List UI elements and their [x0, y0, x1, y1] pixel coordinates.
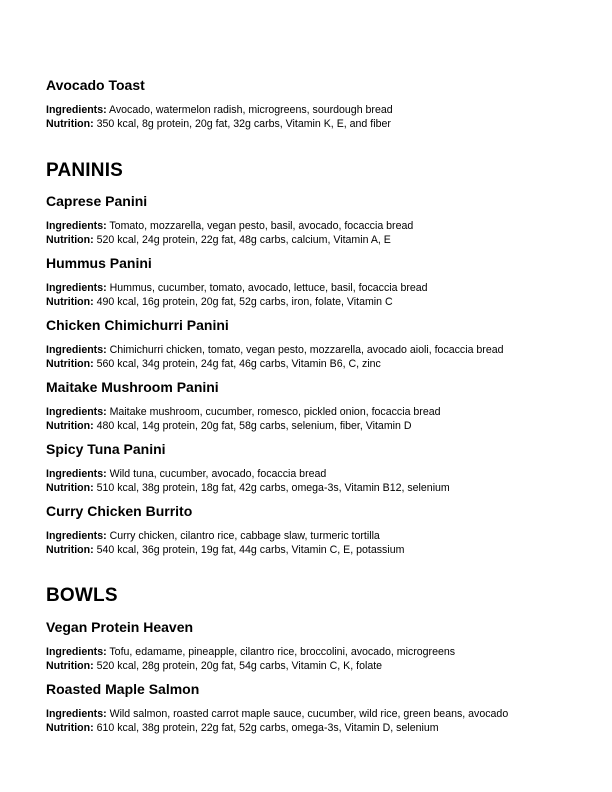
item-ingredients — [46, 219, 586, 233]
item-name: Avocado Toast — [46, 77, 145, 93]
nutrition-text: 480 kcal, 14g protein, 20g fat, 58g carbs, selenium, fiber, Vitamin D — [96, 420, 412, 432]
item-nutrition — [46, 659, 586, 673]
menu-item-spicy-tuna-panini — [46, 441, 586, 495]
ingredients-text: Chimichurri chicken, tomato, vegan pesto, mozzarella, avocado aioli, focaccia bread — [109, 344, 504, 356]
item-name: Hummus Panini — [46, 255, 152, 271]
ingredients-label: Ingredients: — [46, 220, 107, 232]
nutrition-label: Nutrition: — [46, 420, 94, 432]
ingredients-text: Wild tuna, cucumber, avocado, focaccia bread — [109, 468, 327, 480]
ingredients-label: Ingredients: — [46, 104, 107, 116]
menu-item-chicken-chimichurri-panini — [46, 317, 586, 371]
nutrition-text: 520 kcal, 28g protein, 20g fat, 54g carbs, Vitamin C, K, folate — [96, 660, 383, 672]
menu-item-hummus-panini — [46, 255, 586, 309]
item-ingredients — [46, 467, 586, 481]
ingredients-label: Ingredients: — [46, 646, 107, 658]
nutrition-text: 520 kcal, 24g protein, 22g fat, 48g carbs, calcium, Vitamin A, E — [96, 234, 391, 246]
nutrition-text: 560 kcal, 34g protein, 24g fat, 46g carbs, Vitamin B6, C, zinc — [96, 358, 381, 370]
item-name: Spicy Tuna Panini — [46, 441, 166, 457]
menu-item-maitake-mushroom-panini — [46, 379, 586, 433]
item-nutrition — [46, 481, 586, 495]
nutrition-label: Nutrition: — [46, 234, 94, 246]
item-ingredients — [46, 103, 586, 117]
menu-item-vegan-protein-heaven — [46, 619, 586, 673]
item-name: Chicken Chimichurri Panini — [46, 317, 229, 333]
menu-item-roasted-maple-salmon — [46, 681, 586, 735]
item-ingredients — [46, 343, 586, 357]
menu-item-curry-chicken-burrito — [46, 503, 586, 557]
ingredients-label: Ingredients: — [46, 282, 107, 294]
item-ingredients — [46, 645, 586, 659]
ingredients-label: Ingredients: — [46, 406, 107, 418]
nutrition-label: Nutrition: — [46, 296, 94, 308]
nutrition-label: Nutrition: — [46, 358, 94, 370]
nutrition-text: 510 kcal, 38g protein, 18g fat, 42g carbs, omega-3s, Vitamin B12, selenium — [96, 482, 450, 494]
section-title-paninis: PANINIS — [46, 160, 124, 181]
ingredients-label: Ingredients: — [46, 468, 107, 480]
nutrition-label: Nutrition: — [46, 722, 94, 734]
nutrition-text: 350 kcal, 8g protein, 20g fat, 32g carbs, Vitamin K, E, and fiber — [96, 118, 391, 130]
nutrition-label: Nutrition: — [46, 482, 94, 494]
nutrition-text: 540 kcal, 36g protein, 19g fat, 44g carbs, Vitamin C, E, potassium — [96, 544, 405, 556]
ingredients-text: Maitake mushroom, cucumber, romesco, pickled onion, focaccia bread — [109, 406, 441, 418]
item-nutrition — [46, 357, 586, 371]
nutrition-text: 610 kcal, 38g protein, 22g fat, 52g carbs, omega-3s, Vitamin D, selenium — [96, 722, 439, 734]
item-nutrition — [46, 117, 586, 131]
ingredients-text: Wild salmon, roasted carrot maple sauce, cucumber, wild rice, green beans, avocado — [109, 708, 509, 720]
item-ingredients — [46, 529, 586, 543]
ingredients-label: Ingredients: — [46, 344, 107, 356]
item-name: Roasted Maple Salmon — [46, 681, 200, 697]
nutrition-label: Nutrition: — [46, 544, 94, 556]
item-name: Curry Chicken Burrito — [46, 503, 193, 519]
section-title-bowls: BOWLS — [46, 585, 118, 606]
ingredients-label: Ingredients: — [46, 708, 107, 720]
item-nutrition — [46, 543, 586, 557]
item-ingredients — [46, 707, 586, 721]
item-nutrition — [46, 295, 586, 309]
ingredients-text: Curry chicken, cilantro rice, cabbage slaw, turmeric tortilla — [109, 530, 380, 542]
item-ingredients — [46, 405, 586, 419]
ingredients-text: Tofu, edamame, pineapple, cilantro rice, broccolini, avocado, microgreens — [109, 646, 456, 658]
menu-item-caprese-panini — [46, 193, 586, 247]
item-nutrition — [46, 233, 586, 247]
ingredients-text: Avocado, watermelon radish, microgreens, sourdough bread — [108, 104, 393, 116]
item-nutrition — [46, 419, 586, 433]
nutrition-label: Nutrition: — [46, 118, 94, 130]
item-name: Maitake Mushroom Panini — [46, 379, 219, 395]
item-nutrition — [46, 721, 586, 735]
menu-item-avocado-toast — [46, 77, 586, 131]
item-name: Caprese Panini — [46, 193, 148, 209]
item-name: Vegan Protein Heaven — [46, 619, 194, 635]
ingredients-text: Hummus, cucumber, tomato, avocado, lettuce, basil, focaccia bread — [109, 282, 428, 294]
nutrition-label: Nutrition: — [46, 660, 94, 672]
ingredients-text: Tomato, mozzarella, vegan pesto, basil, avocado, focaccia bread — [109, 220, 414, 232]
nutrition-text: 490 kcal, 16g protein, 20g fat, 52g carbs, iron, folate, Vitamin C — [96, 296, 393, 308]
item-ingredients — [46, 281, 586, 295]
ingredients-label: Ingredients: — [46, 530, 107, 542]
